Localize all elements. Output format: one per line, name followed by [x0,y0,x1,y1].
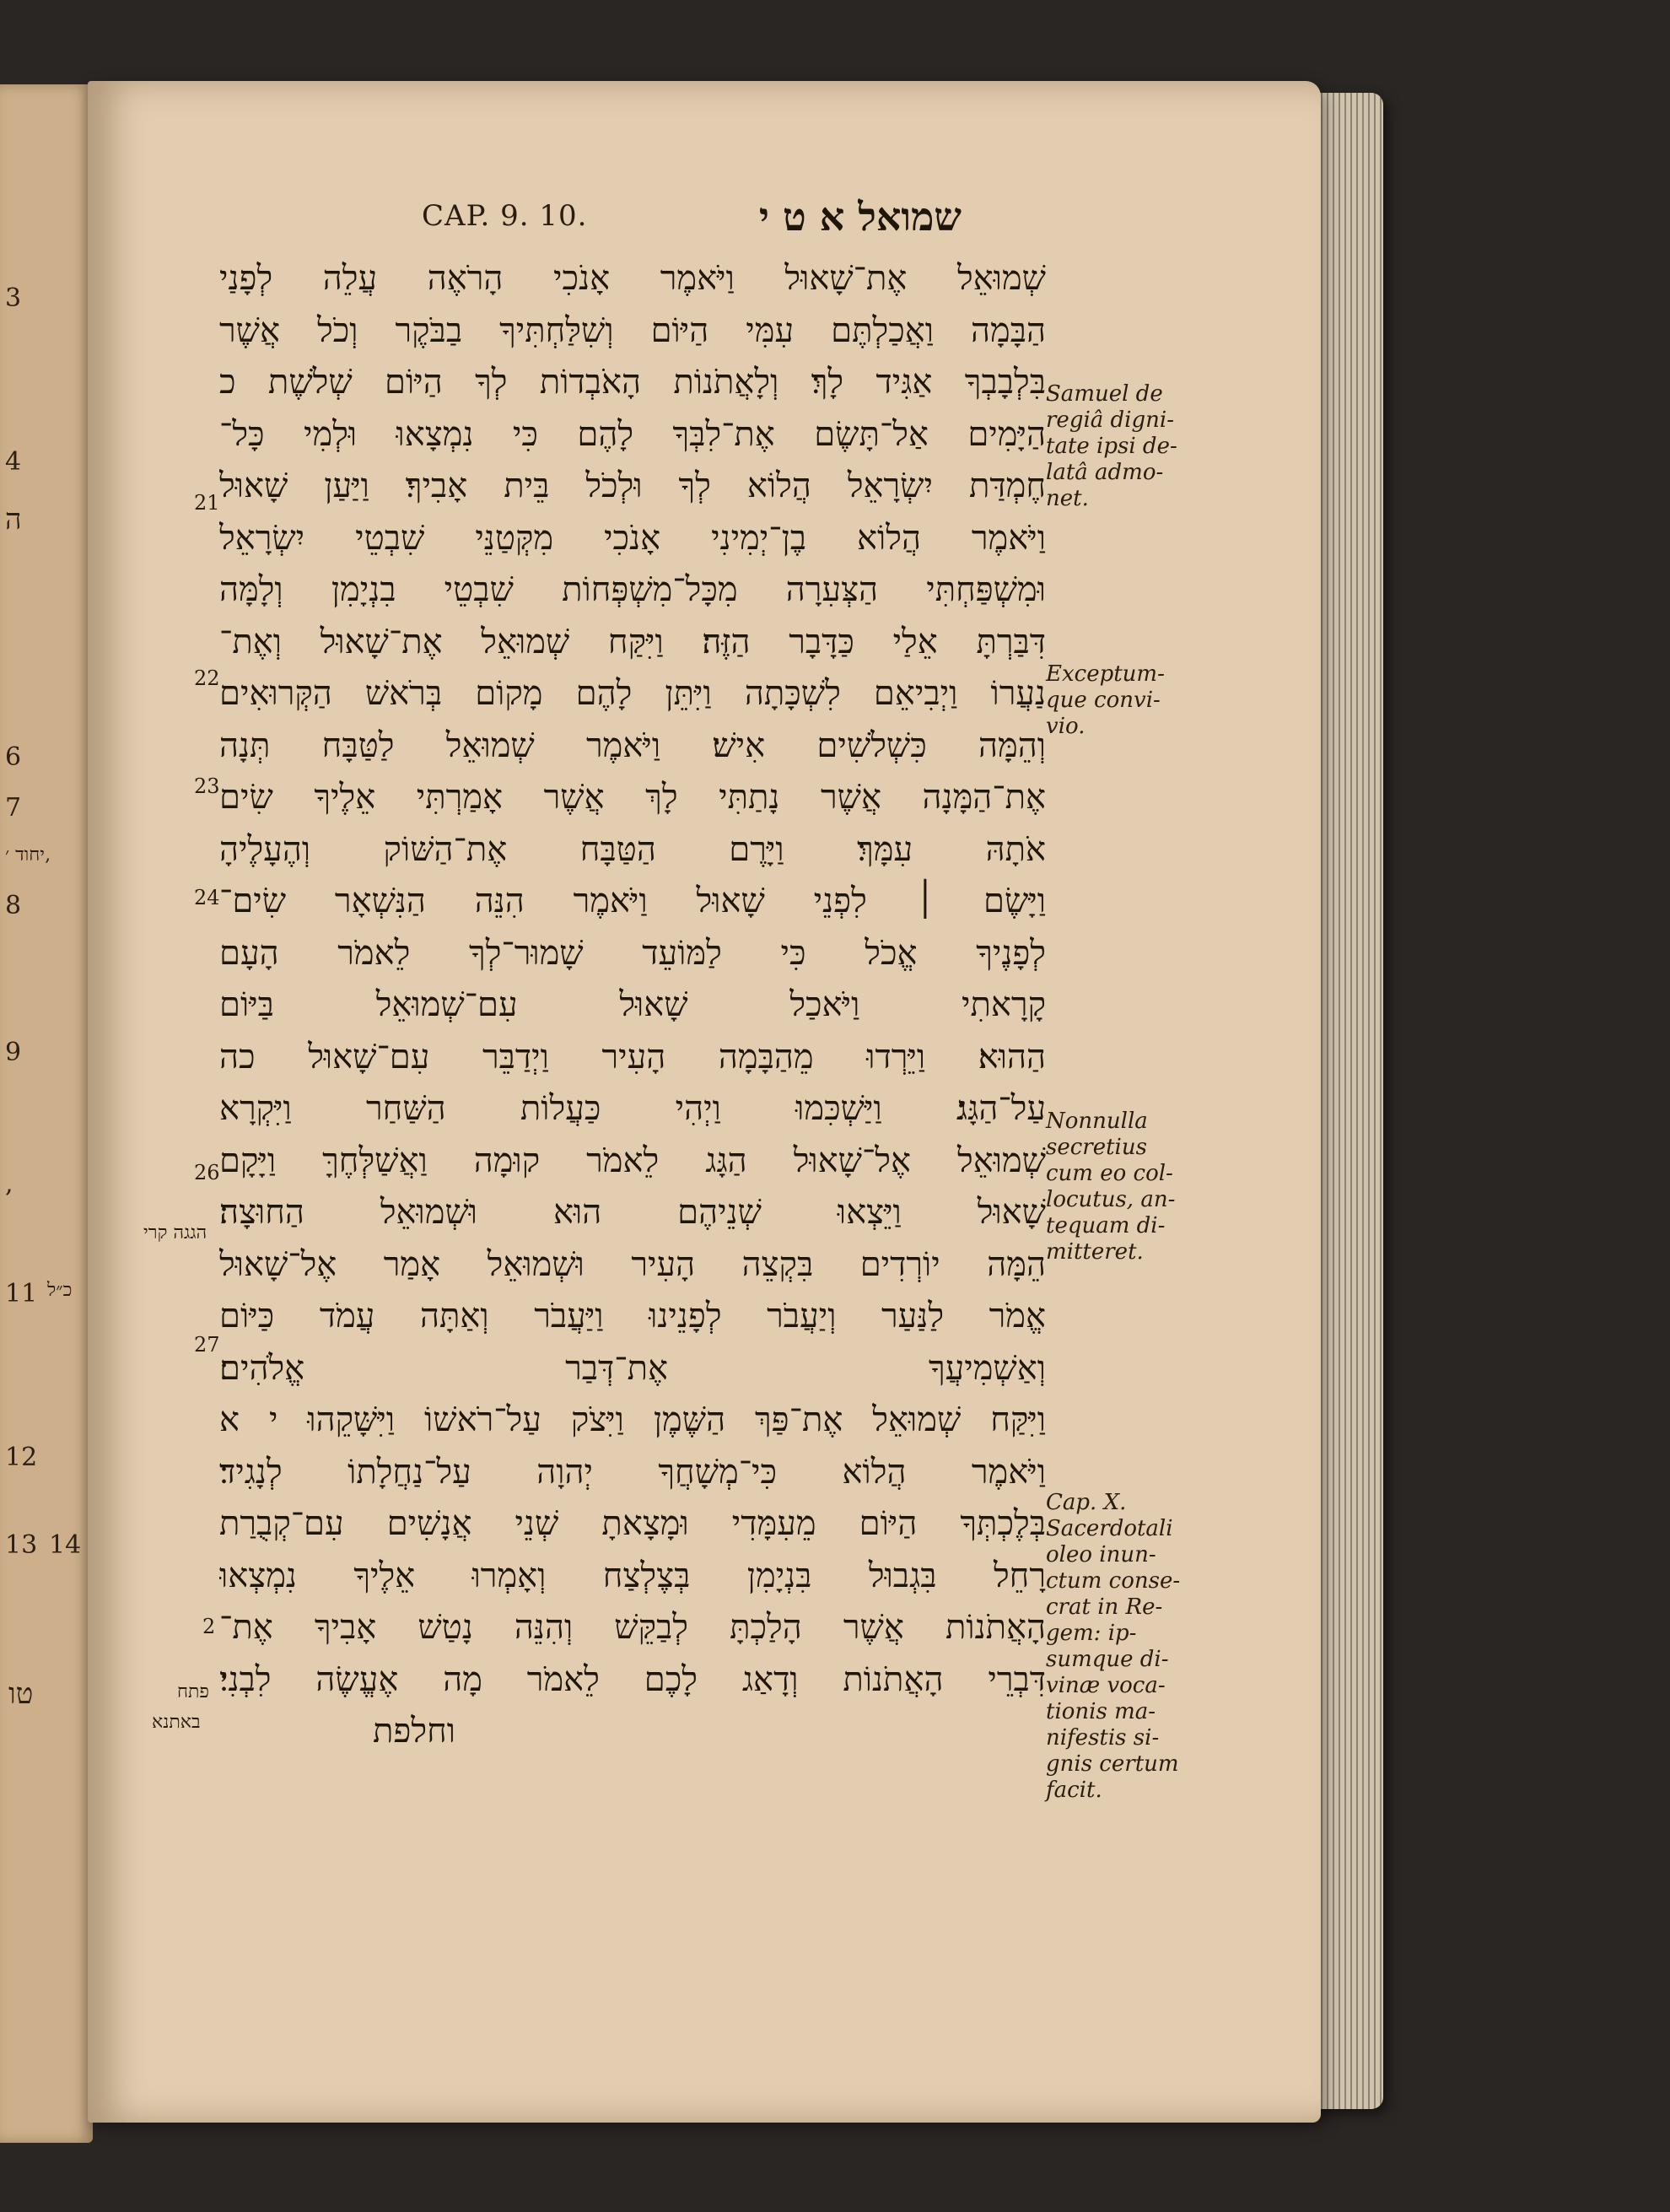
verse-number: 27 [194,1333,220,1357]
left-margin-hebrew: כ״ל [47,1280,73,1301]
verse-number: 24 [194,886,220,909]
text-line: אֶת־הַמָּנָה אֲשֶׁר נָתַתִּי לָךְ אֲשֶׁר אָמַרְתִּי אֵלֶיךָ שִׂים [219,778,1046,817]
marginal-note [1046,1490,1198,1804]
left-margin-hebrew: ה [5,503,22,537]
text-line: וַיֹּאמֶר הֲלוֹא בֶן־יְמִינִי אָנֹכִי מִקְּטַנֵּי שִׁבְטֵי יִשְׂרָאֵל [219,518,1046,558]
chapter-label: CAP. 9. 10. [422,199,588,233]
note-line: tionis ma- [1046,1699,1156,1724]
left-margin-number: 9 [5,1038,22,1067]
text-line: דִּבַּרְתָּ אֵלַי כַּדָּבָר הַזֶּה׃ וַיִּקַּח שְׁמוּאֵל אֶת־שָׁאוּל וְאֶת־ [219,622,1046,661]
note-line: que convi- [1046,688,1161,713]
text-line: וַיָּשֶׂם ׀ לִפְנֵי שָׁאוּל וַיֹּאמֶר הִנֵּה הַנִּשְׁאָר שִׂים־ [219,882,1046,920]
left-margin-number: , [5,1169,13,1199]
text-line: וַיִּקַּח שְׁמוּאֵל אֶת־פַּךְ הַשֶּׁמֶן וַיִּצֹק עַל־רֹאשׁוֹ וַיִּשָּׁקֵהוּ י א [219,1400,1046,1439]
text-line: לְפָנֶיךָ אֱכֹל כִּי לַמּוֹעֵד שָׁמוּר־לְךָ לֵאמֹר הָעָם [219,933,1046,973]
left-margin-number: 6 [5,742,22,772]
note-line: oleo inun- [1046,1542,1156,1567]
text-line: בִּלְבָבְךָ אַגִּיד לָךְ׃ וְלָאֲתֹנוֹת הָאֹבְדוֹת לְךָ הַיּוֹם שְׁלֹשֶׁת כ [219,363,1046,402]
note-line: sumque di- [1046,1647,1169,1672]
note-line: tequam di- [1046,1213,1166,1238]
verse-number: 23 [194,774,220,798]
note-line: crat in Re- [1046,1594,1163,1620]
text-line: נַעֲרוֹ וַיְבִיאֵם לִשְׁכָּתָה וַיִּתֵּן לָהֶם מָקוֹם בְּרֹאשׁ הַקְּרוּאִים [219,674,1046,713]
note-line: net. [1046,486,1089,511]
marginal-reading: פתח [177,1681,209,1702]
text-line: עַל־הַגָּג׃ וַיַּשְׁכִּמוּ וַיְהִי כַּעֲלוֹת הַשַּׁחַר וַיִּקְרָא [219,1089,1046,1128]
note-line: mitteret. [1046,1239,1144,1265]
marginal-note [1046,1109,1198,1265]
text-line: קָרָאתִי וַיֹּאכַל שָׁאוּל עִם־שְׁמוּאֵל בַּיּוֹם [219,985,1046,1024]
note-line: facit. [1046,1778,1102,1803]
left-margin-number: 4 [5,447,22,477]
left-margin-number: 11 [5,1279,38,1308]
left-margin-hebrew: יחוד ׳, [5,844,51,866]
text-line: וְאַשְׁמִיעֲךָ אֶת־דְּבַר אֱלֹהִים׃ [219,1348,1046,1388]
text-line: דִּבְרֵי הָאֲתֹנוֹת וְדָאַג לָכֶם לֵאמֹר מָה אֶעֱשֶׂה לִבְנִי׃ [219,1659,1046,1699]
text-line: וּמִשְׁפַּחְתִּי הַצְּעִרָה מִכָּל־מִשְׁפְּחוֹת שִׁבְטֵי בִנְיָמִן וְלָמָּה [219,570,1046,609]
note-line: latâ admo- [1046,460,1164,485]
marginal-reading: באתנא [152,1712,201,1733]
note-line: tate ipsi de- [1046,434,1177,459]
note-line: vio. [1046,714,1086,739]
left-margin-number: 3 [5,283,22,313]
verse-number: 2 [202,1615,216,1638]
left-margin-number: 14 [49,1530,82,1560]
note-line: Sacerdotali [1046,1516,1173,1541]
text-line: בְּלֶכְתְּךָ הַיּוֹם מֵעִמָּדִי וּמָצָאתָ שְׁנֵי אֲנָשִׁים עִם־קְבֻרַת [219,1504,1046,1543]
note-line: locutus, an- [1046,1187,1176,1212]
text-line: שָׁאוּל וַיֵּצְאוּ שְׁנֵיהֶם הוּא וּשְׁמוּאֵל הַחוּצָה׃ [219,1193,1046,1232]
page-header [422,194,962,245]
text-line: הַהוּא׃ וַיֵּרְדוּ מֵהַבָּמָה הָעִיר וַיְדַבֵּר עִם־שָׁאוּל כה [219,1037,1046,1076]
left-margin-number: 13 [5,1530,38,1560]
running-title: שמואל א ט י [758,194,962,240]
catchword: וחלפת [373,1712,455,1751]
text-line: שְׁמוּאֵל אֶת־שָׁאוּל וַיֹּאמֶר אָנֹכִי הָרֹאֶה עֲלֵה לְפָנַי [219,259,1046,298]
text-line: הַיָּמִים אַל־תָּשֶׂם אֶת־לִבְּךָ לָהֶם כִּי נִמְצָאוּ וּלְמִי כָּל־ [219,414,1046,454]
text-line: שְׁמוּאֵל אֶל־שָׁאוּל הַגָּג לֵאמֹר קוּמָה וַאֲשַׁלְּחֶךָּ וַיָּקָם [219,1141,1046,1180]
verse-number: 26 [194,1161,220,1184]
text-line: אֹתָהּ עִמָּךְ׃ וַיָּרֶם הַטַּבָּח אֶת־הַשּׁוֹק וְהֶעָלֶיהָ [219,829,1046,869]
note-line: Nonnulla [1046,1109,1148,1134]
text-line: רָחֵל בִּגְבוּל בִּנְיָמִן בְּצֶלְצַח וְאָמְרוּ אֵלֶיךָ נִמְצְאוּ [219,1556,1046,1595]
left-margin-number: 8 [5,891,22,920]
text-line: וְהֵמָּה כִּשְׁלֹשִׁים אִישׁ׃ וַיֹּאמֶר שְׁמוּאֵל לַטַּבָּח תְּנָה [219,726,1046,765]
left-page-edge [0,84,93,2143]
note-line: nifestis si- [1046,1725,1160,1751]
note-line: gnis certum [1046,1751,1179,1777]
verse-number: 21 [194,491,220,515]
left-margin-hebrew: טו [8,1677,34,1711]
text-line: הַבָּמָה וַאֲכַלְתֶּם עִמִּי הַיּוֹם וְשִׁלַּחְתִּיךָ בַבֹּקֶר וְכֹל אֲשֶׁר [219,310,1046,350]
verse-number: 22 [194,666,220,690]
note-line: ctum conse- [1046,1568,1181,1594]
note-line: Cap. X. [1046,1490,1127,1515]
note-line: regiâ digni- [1046,407,1174,433]
marginal-note [1046,381,1198,512]
note-line: Samuel de [1046,381,1163,407]
text-line: חֶמְדַּת יִשְׂרָאֵל הֲלוֹא לְךָ וּלְכֹל בֵּית אָבִיךָ׃ וַיַּעַן שָׁאוּל [219,467,1046,505]
text-line: הֵמָּה יוֹרְדִים בִּקְצֵה הָעִיר וּשְׁמוּאֵל אָמַר אֶל־שָׁאוּל [219,1244,1046,1284]
note-line: gem: ip- [1046,1621,1137,1646]
note-line: cum eo col- [1046,1161,1173,1186]
note-line: vinæ voca- [1046,1673,1166,1698]
text-line: וַיֹּאמֶר הֲלוֹא כִּי־מְשָׁחֲךָ יְהוָה עַל־נַחֲלָתוֹ לְנָגִיד׃ [219,1452,1046,1492]
marginal-reading: הגגה קרי [143,1222,207,1244]
hebrew-text-block [219,253,1046,1758]
marginal-note [1046,661,1198,740]
text-line: אֱמֹר לַנַּעַר וְיַעֲבֹר לְפָנֵינוּ וַיַּעֲבֹר וְאַתָּה עֲמֹד כַּיּוֹם [219,1297,1046,1335]
left-margin-number: 12 [5,1443,38,1472]
note-line: secretius [1046,1135,1147,1160]
text-line: הָאֲתֹנוֹת אֲשֶׁר הָלַכְתָּ לְבַקֵּשׁ וְהִנֵּה נָטַשׁ אָבִיךָ אֶת־ [219,1608,1046,1647]
left-margin-number: 7 [5,793,22,823]
note-line: Exceptum- [1046,661,1165,687]
